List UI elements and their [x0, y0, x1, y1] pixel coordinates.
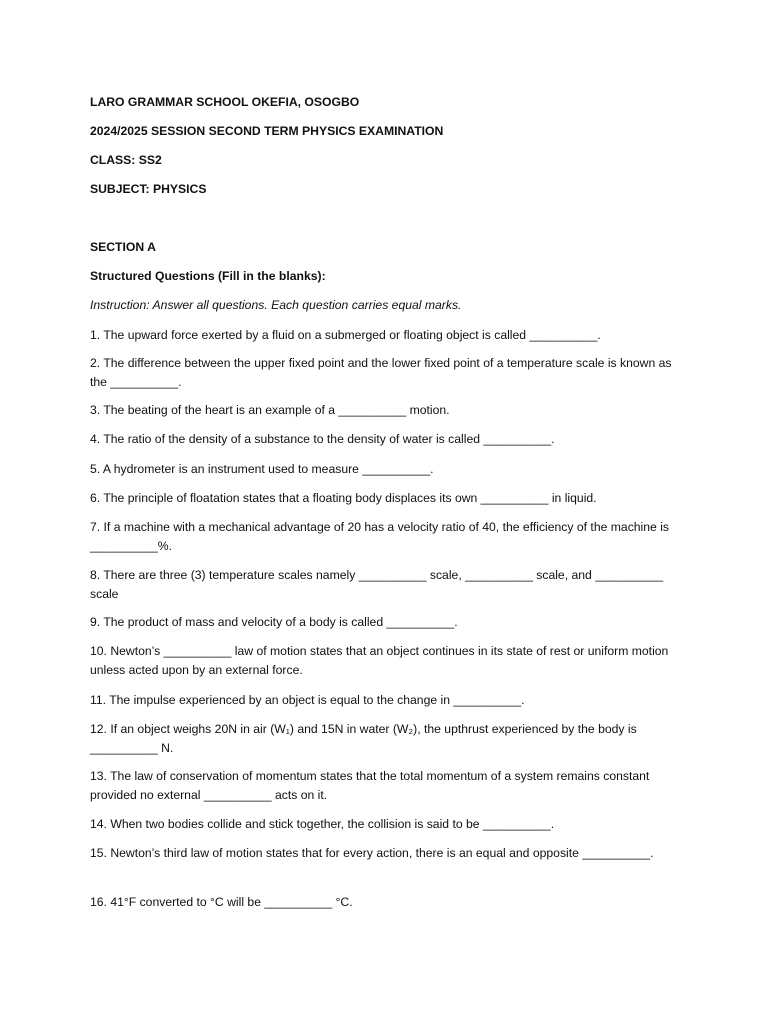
- question-3: 3. The beating of the heart is an example of a __________ motion.: [90, 403, 450, 417]
- question-13: 13. The law of conservation of momentum states that the total momentum of a system remains constant provided no external __________ acts on it.: [90, 769, 650, 802]
- instruction-text: Instruction: Answer all questions. Each question carries equal marks.: [90, 298, 462, 312]
- question-5: 5. A hydrometer is an instrument used to measure __________.: [90, 462, 434, 476]
- school-name: LARO GRAMMAR SCHOOL OKEFIA, OSOGBO: [90, 95, 360, 109]
- question-14: 14. When two bodies collide and stick together, the collision is said to be __________.: [90, 817, 555, 831]
- question-9: 9. The product of mass and velocity of a body is called __________.: [90, 615, 458, 629]
- question-6: 6. The principle of floatation states that a floating body displaces its own __________ in liquid.: [90, 491, 597, 505]
- question-10: 10. Newton’s __________ law of motion states that an object continues in its state of rest or uniform motion unless acted upon by an external force.: [90, 644, 669, 677]
- question-2: 2. The difference between the upper fixed point and the lower fixed point of a temperature scale is known as the __________.: [90, 356, 672, 389]
- section-subtitle: Structured Questions (Fill in the blanks):: [90, 269, 326, 283]
- question-12: 12. If an object weighs 20N in air (W₁) and 15N in water (W₂), the upthrust experienced by the body is __________ N.: [90, 722, 637, 755]
- question-1: 1. The upward force exerted by a fluid on a submerged or floating object is called __________.: [90, 328, 601, 342]
- exam-document: [90, 0, 680, 1024]
- question-7: 7. If a machine with a mechanical advantage of 20 has a velocity ratio of 40, the efficiency of the machine is __________%.: [90, 520, 670, 553]
- question-16: 16. 41°F converted to °C will be __________ °C.: [90, 895, 353, 909]
- exam-title: 2024/2025 SESSION SECOND TERM PHYSICS EXAMINATION: [90, 124, 444, 138]
- subject-label: SUBJECT: PHYSICS: [90, 182, 207, 196]
- question-4: 4. The ratio of the density of a substance to the density of water is called __________.: [90, 432, 555, 446]
- question-11: 11. The impulse experienced by an object is equal to the change in __________.: [90, 693, 525, 707]
- section-title: SECTION A: [90, 240, 156, 254]
- question-15: 15. Newton’s third law of motion states that for every action, there is an equal and opposite __________.: [90, 846, 654, 860]
- question-8: 8. There are three (3) temperature scales namely __________ scale, __________ scale, and __________ scale: [90, 568, 663, 601]
- class-label: CLASS: SS2: [90, 153, 162, 167]
